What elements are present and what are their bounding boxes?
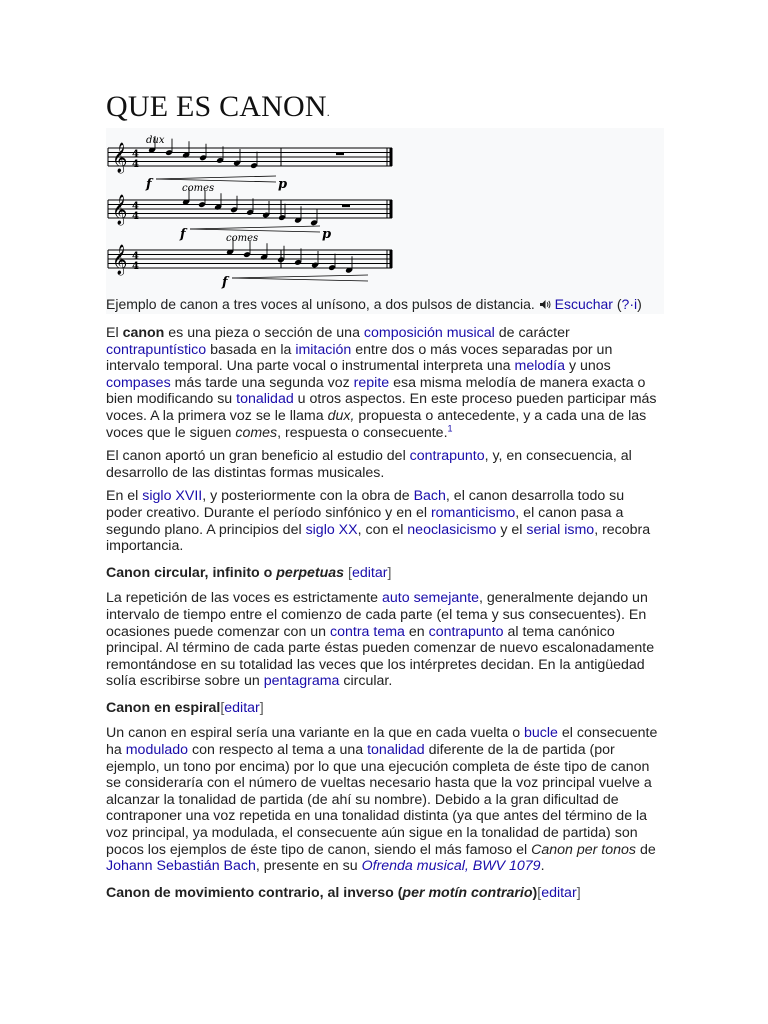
dux-label: dux <box>146 135 165 146</box>
link-contra-tema[interactable]: contra tema <box>330 623 405 640</box>
time-sig-den-1: 4 <box>132 159 139 170</box>
reference-link-1[interactable]: 1 <box>447 422 453 433</box>
link-contrapuntistico[interactable]: contrapuntístico <box>106 341 207 358</box>
diminuendo-hairpin <box>156 176 276 179</box>
forte-1: f <box>146 177 152 192</box>
paragraph-espiral: Un canon en espiral sería una variante en la que en cada vuelta o bucle el consecuente ha modulado con respecto al tema a una tonalidad diferente de la de partida (por ejemplo, un tono por encima) por lo que una ejecución completa de éste tipo de canon se consideraría con el número de vueltas necesario hasta que la voz principal vuelve a alcanzar la tonalidad de partida (de ahí su nombre). Debido a la gran dificultad de contraponer una voz repetida en una tonalidad distinta (ya que antes del término de la voz principal, ya modulada, el consecuente aún sigue en la tonalidad de partida) son pocos los ejemplos de éste tipo de canon, siendo el más famoso el Canon per tonos de Johann Sebastián Bach, presente en su Ofrenda musical, BWV 1079. <box>106 725 658 875</box>
time-sig-num-3: 4 <box>132 251 139 262</box>
music-score-image <box>106 130 396 290</box>
link-romanticismo[interactable]: romanticismo <box>430 504 516 521</box>
link-imitacion[interactable]: imitación <box>295 341 352 358</box>
paragraph-history: En el siglo XVII, y posteriormente con la obra de Bach, el canon desarrolla todo su poder creativo. Durante el período sinfónico y en el romanticismo, el canon pasa a segundo plano. A principios del siglo XX, con el neoclasicismo y el serial ismo, recobra importancia. <box>106 488 651 555</box>
whole-rest <box>342 205 350 208</box>
link-ofrenda-musical[interactable]: Ofrenda musical, BWV 1079 <box>361 858 541 875</box>
link-tonalidad-2[interactable]: tonalidad <box>367 742 425 759</box>
figure-caption: Ejemplo de canon a tres voces al unísono, a dos pulsos de distancia. Escuchar (?·i) <box>106 296 642 312</box>
link-johann-sebastian-bach[interactable]: Johann Sebastián Bach <box>106 858 256 875</box>
time-sig-num-2: 4 <box>132 201 139 212</box>
edit-link-espiral[interactable]: editar <box>224 699 260 716</box>
link-auto-semejante[interactable]: auto semejante <box>382 590 480 607</box>
link-modulado[interactable]: modulado <box>125 742 189 759</box>
link-contrapunto[interactable]: contrapunto <box>409 448 485 465</box>
piano-2: p <box>322 227 332 242</box>
article-body <box>106 325 662 910</box>
link-serialismo[interactable]: serial ismo <box>526 521 595 538</box>
link-pentagrama[interactable]: pentagrama <box>263 673 340 690</box>
forte-2: f <box>180 227 186 242</box>
time-sig-num-1: 4 <box>132 149 139 160</box>
link-composicion-musical[interactable]: composición musical <box>363 325 495 341</box>
edit-link-contrario[interactable]: editar <box>541 884 577 901</box>
paragraph-circular: La repetición de las voces es estrictamente auto semejante, generalmente dejando un intervalo de tiempo entre el comienzo de cada parte (el tema y sus consecuentes). En ocasiones puede comenzar con un contra tema en contrapunto al tema canónico principal. Al término de cada parte éstas pueden comenzar de nuevo escalonadamente remontándose en su totalidad las veces que los intérpretes decidan. En la antigüedad solía escribirse sobre un pentagrama circular. <box>106 590 655 690</box>
whole-rest <box>336 153 344 156</box>
paragraph-intro: El canon es una pieza o sección de una composición musical de carácter contrapuntístico basada en la imitación entre dos o más voces separadas por un intervalo temporal. Una parte vocal o instrumental interpreta una melodía y unos compases más tarde una segunda voz repite esa misma melodía de manera exacta o bien modificando su tonalidad u otros aspectos. En este proceso pueden participar más voces. A la primera voz se le llama dux, propuesta o antecedente, y a cada una de las voces que le siguen comes, respuesta o consecuente.$^1$ <box>106 325 657 441</box>
time-sig-den-3: 4 <box>132 261 139 272</box>
forte-3: f <box>222 275 228 290</box>
speaker-icon[interactable] <box>539 299 551 310</box>
link-contrapunto-2[interactable]: contrapunto <box>428 623 504 640</box>
link-tonalidad[interactable]: tonalidad <box>236 391 294 408</box>
link-neoclasicismo[interactable]: neoclasicismo <box>407 521 497 538</box>
page-title: QUE ES CANON. <box>106 90 330 123</box>
diminuendo-hairpin <box>190 226 320 229</box>
treble-clef-icon: 𝄞 <box>112 195 128 225</box>
diminuendo-hairpin <box>190 229 320 232</box>
link-bach[interactable]: Bach <box>413 488 446 505</box>
diminuendo-hairpin <box>156 179 276 182</box>
link-compases[interactable]: compases <box>106 374 171 391</box>
diminuendo-hairpin <box>232 278 368 281</box>
listen-link[interactable]: Escuchar <box>554 296 613 312</box>
heading-canon-movimiento-contrario: Canon de movimiento contrario, al inverso (per motín contrario)[editar] <box>106 884 581 901</box>
paragraph-contrapunto: El canon aportó un gran beneficio al estudio del contrapunto, y, en consecuencia, al desarrollo de las distintas formas musicales. <box>106 448 632 481</box>
treble-clef-icon: 𝄞 <box>112 143 128 173</box>
edit-link-circular[interactable]: editar <box>351 564 388 581</box>
time-sig-den-2: 4 <box>132 211 139 222</box>
diminuendo-hairpin <box>232 275 368 278</box>
heading-canon-circular: Canon circular, infinito o perpetuas [editar] <box>106 564 392 581</box>
audio-help-link[interactable]: ?·i <box>621 296 638 312</box>
treble-clef-icon: 𝄞 <box>112 245 128 275</box>
link-bucle[interactable]: bucle <box>524 725 558 742</box>
link-repite[interactable]: repite <box>353 374 390 391</box>
link-melodia[interactable]: melodía <box>514 358 565 375</box>
comes-label-2: comes <box>226 233 259 244</box>
comes-label-1: comes <box>182 183 215 194</box>
link-siglo-xx[interactable]: siglo XX <box>305 521 358 538</box>
heading-canon-espiral: Canon en espiral[editar] <box>106 699 264 716</box>
canon-figure <box>106 128 664 314</box>
piano-1: p <box>278 177 288 192</box>
link-siglo-xvii[interactable]: siglo XVII <box>142 488 203 505</box>
